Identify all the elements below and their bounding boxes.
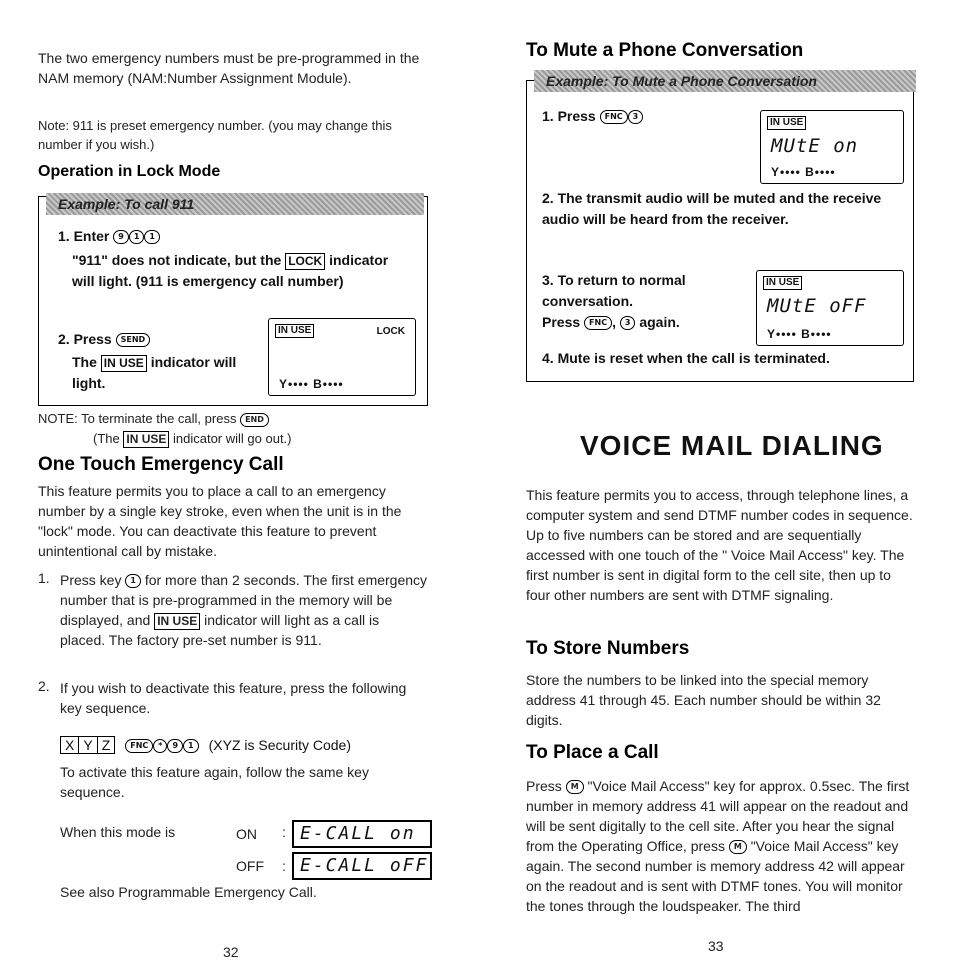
e-call-off-display: E-CALL oFF (292, 852, 432, 880)
lcd-lock-tag: LOCK (376, 326, 405, 337)
step1-prefix: 1. Enter (58, 228, 110, 244)
lock-indicator: LOCK (285, 253, 325, 270)
step2-line (58, 331, 150, 347)
lcd-signal-strength: Y•••• B•••• (279, 377, 344, 391)
step1-line (58, 228, 160, 244)
lcd-mute-on (760, 110, 904, 184)
lcd-inuse-tag: IN USE (275, 324, 314, 338)
voice-mail-paragraph: This feature permits you to access, through telephone lines, a computer system and send DTMF number codes in sequence. Up to five numbers can be stored and are sequentially accessed with one touch of the " Voice Mail Access" key. The first number is sent in digital form to the cell site, then up to four other numbers are sent with DTMF signaling. (526, 487, 913, 603)
end-key-icon: END (240, 413, 269, 427)
step1-text1: "911" does not indicate, but the (72, 252, 282, 268)
mute-step3-b: Press (542, 314, 581, 330)
xyz-box-x: X (61, 737, 79, 753)
note-preset: Note: 911 is preset emergency number. (you may change this number if you wish.) (38, 118, 392, 152)
mute-step3: 3. To return to normal conversation. Press FNC , 3 again. (542, 272, 686, 330)
mute-step1 (542, 108, 643, 124)
xyz-box-y: Y (79, 737, 97, 753)
mute-heading: To Mute a Phone Conversation (526, 40, 804, 61)
one-touch-heading: One Touch Emergency Call (38, 454, 284, 475)
lcd-mute-off-tag: IN USE (763, 276, 802, 290)
lcd-mute-off-signal: Y•••• B•••• (767, 327, 832, 341)
inuse-indicator: IN USE (101, 355, 147, 372)
item1-b: for more than 2 seconds. The first emergency number that is pre-programmed in the memory will be displayed, and (60, 572, 428, 628)
place-b: "Voice Mail Access" key for approx. 0.5sec. The first number in memory address 41 will appear on the readout and will be sent digitally to the cell site. After you hear the signal from the Operating Office, press (526, 778, 910, 854)
intro-paragraph: The two emergency numbers must be pre-programmed in the NAM memory (NAM:Number Assignment Module). (38, 50, 420, 86)
place-a: Press (526, 778, 562, 794)
operation-lock-heading: Operation in Lock Mode (38, 163, 221, 180)
star-key-icon: * (153, 739, 167, 753)
inuse-indicator-item: IN USE (154, 613, 200, 630)
lcd-mute-off (756, 270, 904, 346)
key-1-icon: 1 (129, 230, 145, 244)
lcd-mute-on-text: MUtE on (771, 135, 859, 157)
fnc-key-icon: FNC (125, 739, 153, 753)
mute-step1-prefix: 1. Press (542, 108, 596, 124)
page-number-left: 32 (223, 944, 239, 960)
security-sequence (60, 736, 351, 754)
place-call-paragraph (526, 776, 914, 916)
mute-step3-a: 3. To return to normal conversation. (542, 272, 686, 309)
inuse-indicator-note: IN USE (123, 431, 169, 448)
key-1b-icon: 1 (144, 230, 160, 244)
note-terminate (38, 409, 269, 428)
item2-number: 2. (38, 678, 50, 694)
note-terminate-2b: indicator will go out.) (173, 431, 292, 446)
mute-step2: 2. The transmit audio will be muted and the receive audio will be heard from the receiver. (542, 190, 882, 227)
activate-text: To activate this feature again, follow the same key sequence. (60, 764, 369, 800)
key-3-mute2-icon: 3 (620, 316, 636, 330)
mode-label: When this mode is (60, 824, 176, 840)
xyz-note: (XYZ is Security Code) (208, 737, 351, 753)
m-key-icon-2: M (729, 840, 747, 854)
send-key-icon: SEND (116, 333, 151, 347)
note-terminate-2a: (The (93, 431, 120, 446)
lcd-mute-on-tag: IN USE (767, 116, 806, 130)
m-key-icon: M (566, 780, 584, 794)
item1-a: Press key (60, 572, 122, 588)
item1-number: 1. (38, 570, 50, 586)
store-numbers-paragraph: Store the numbers to be linked into the special memory address 41 through 45. Each number should be within 32 digits. (526, 672, 881, 728)
note-terminate-2 (93, 429, 292, 448)
place-call-heading: To Place a Call (526, 742, 659, 763)
off-label: OFF (236, 858, 264, 874)
store-numbers-heading: To Store Numbers (526, 638, 690, 659)
key-9-icon: 9 (113, 230, 129, 244)
step1-text (72, 250, 412, 292)
note-terminate-text: NOTE: To terminate the call, press (38, 411, 237, 426)
see-also: See also Programmable Emergency Call. (60, 884, 317, 900)
key-1-seq-icon: 1 (183, 739, 199, 753)
voice-mail-heading: VOICE MAIL DIALING (580, 430, 884, 461)
step2-text (72, 352, 272, 394)
mute-step3-c: again. (639, 314, 680, 330)
fnc-key-mute2-icon: FNC (584, 316, 612, 330)
item2-text: If you wish to deactivate this feature, press the following key sequence. (60, 680, 407, 716)
step1-text2: indicator will light. (911 is emergency call number) (72, 252, 389, 289)
step2-text1: The (72, 354, 97, 370)
mute-step4: 4. Mute is reset when the call is terminated. (542, 350, 830, 366)
on-label: ON (236, 826, 257, 842)
key-1-icon-item: 1 (125, 574, 141, 588)
example-911-banner: Example: To call 911 (46, 193, 424, 215)
page-number-right: 33 (708, 938, 724, 954)
lcd-mute-off-text: MUtE oFF (767, 295, 867, 317)
place-c: "Voice Mail Access" key again. The second number is memory address 42 will appear on the readout and is sent with DTMF tones. You will monitor the tones through the loudspeaker. The third (526, 838, 905, 914)
xyz-boxes (60, 736, 115, 754)
e-call-on-display: E-CALL on (292, 820, 432, 848)
mute-example-banner: Example: To Mute a Phone Conversation (534, 70, 916, 92)
key-3-mute-icon: 3 (628, 110, 644, 124)
lcd-911-display (268, 318, 416, 396)
one-touch-paragraph: This feature permits you to place a call to an emergency number by a single key stroke, even when the unit is in the "lock" mode. You can deactivate this feature to prevent unintentional call by mistake. (38, 483, 402, 559)
step2-text2: indicator will light. (72, 354, 237, 391)
xyz-box-z: Z (101, 737, 111, 753)
lcd-mute-on-signal: Y•••• B•••• (771, 165, 836, 179)
item1-text (60, 570, 428, 650)
step2-prefix: 2. Press (58, 331, 112, 347)
item1-c: indicator will light as a call is placed. The factory pre-set number is 911. (60, 612, 380, 648)
key-9-seq-icon: 9 (167, 739, 183, 753)
fnc-key-mute-icon: FNC (600, 110, 628, 124)
